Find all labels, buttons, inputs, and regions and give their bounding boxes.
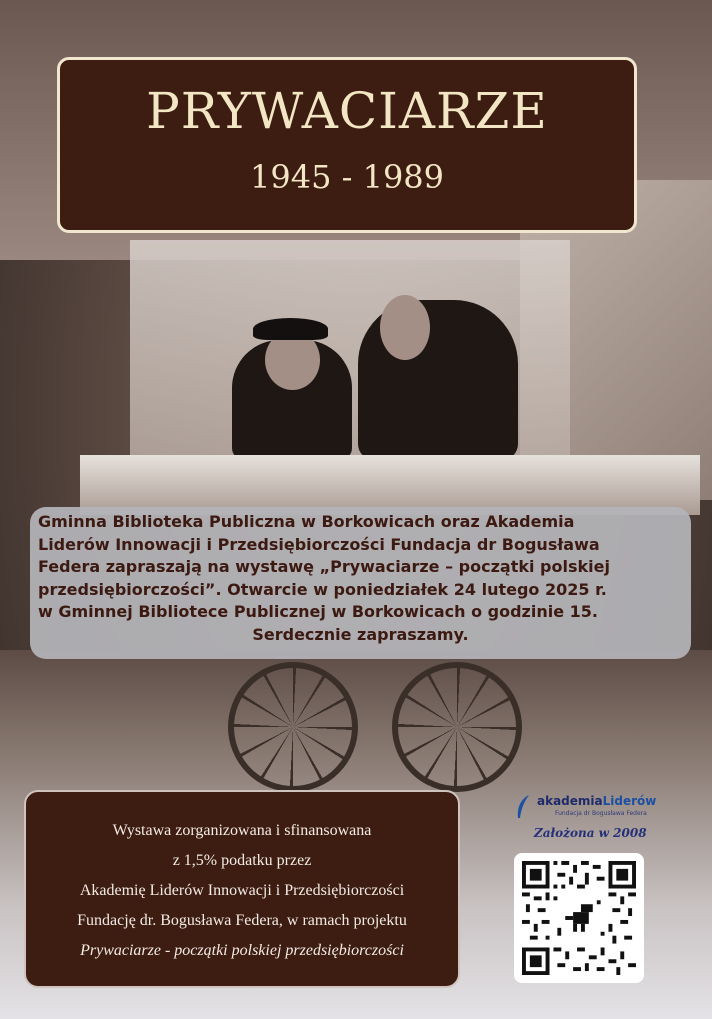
poster-title: PRYWACIARZE <box>146 82 548 140</box>
invitation-box <box>30 507 691 659</box>
title-banner <box>57 57 637 233</box>
sponsor-line: z 1,5% podatku przez <box>172 852 312 869</box>
sponsor-line: Wystawa zorganizowana i sfinansowana <box>112 822 372 839</box>
invitation-line: przedsiębiorczości”. Otwarcie w poniedziałek 24 lutego 2025 r. <box>38 579 607 599</box>
photo-stall-table <box>80 455 700 515</box>
sponsor-line: Fundację dr. Bogusława Federa, w ramach projektu <box>77 912 407 929</box>
sponsor-box <box>24 790 460 988</box>
logo-subtitle-line: Fundacja dr Bogusława Federa <box>555 810 647 817</box>
dinosaur-icon <box>561 900 596 935</box>
invitation-line: Gminna Biblioteka Publiczna w Borkowicach oraz Akademia <box>38 512 575 531</box>
logo-founded: Założona w 2008 <box>534 826 647 840</box>
akademia-liderow-logo <box>510 790 670 850</box>
invitation-line: w Gminnej Bibliotece Publicznej w Borkowicach o godzinie 15. <box>38 602 598 621</box>
photo-woman-head <box>380 295 430 360</box>
sponsor-project-name: Prywaciarze - początki polskiej przedsiębiorczości <box>80 942 404 959</box>
qr-code-icon <box>522 861 636 975</box>
sponsor-line: Akademię Liderów Innowacji i Przedsiębiorczości <box>79 882 405 899</box>
photo-wheel-right <box>392 662 522 792</box>
qr-code[interactable] <box>514 853 644 983</box>
photo-wheel-left <box>228 662 358 792</box>
invitation-closing: Serdecznie zapraszamy. <box>252 624 469 644</box>
logo-subtitle <box>555 810 647 817</box>
logo-brand-a: akademia <box>537 794 603 808</box>
logo-brand <box>537 794 656 808</box>
invitation-line: Liderów Innowacji i Przedsiębiorczości Fundacja dr Bogusława <box>38 534 600 554</box>
feather-icon <box>515 794 531 820</box>
logo-brand-b: Liderów <box>602 794 657 808</box>
poster-years: 1945 - 1989 <box>249 158 445 196</box>
photo-cap <box>253 318 328 340</box>
invitation-line: Federa zapraszają na wystawę „Prywaciarze – początki polskiej <box>38 557 610 576</box>
